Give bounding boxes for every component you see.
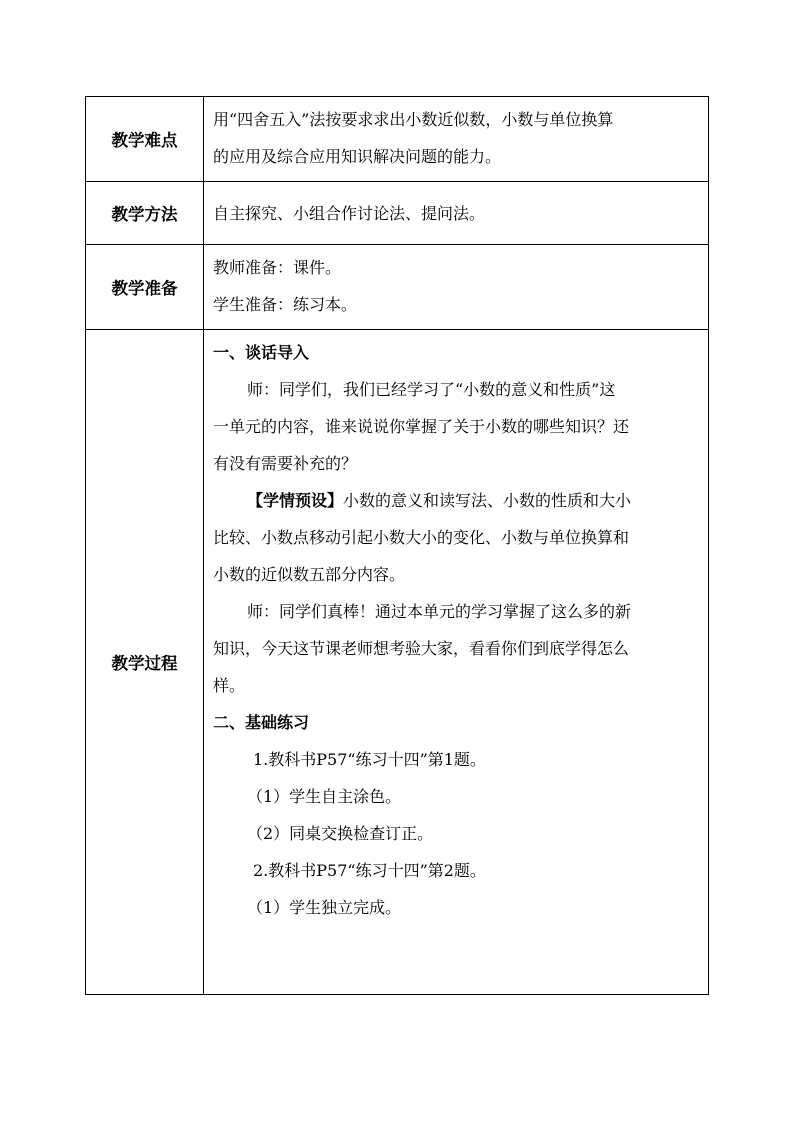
paragraph-line: 师：同学们，我们已经学习了“小数的意义和性质”这 <box>247 380 616 399</box>
lesson-plan-table <box>85 96 709 995</box>
paragraph-line <box>213 482 702 519</box>
text-line: 教师准备：课件。 <box>213 258 342 277</box>
row-content <box>204 182 709 244</box>
row-label: 教学难点 <box>86 97 204 181</box>
text-line: 自主探究、小组合作讨论法、提问法。 <box>213 203 486 223</box>
text-line: 的应用及综合应用知识解决问题的能力。 <box>213 147 502 166</box>
paragraph-line: 小数的近似数五部分内容。 <box>213 565 406 584</box>
row-label: 教学准备 <box>86 245 204 329</box>
text-line: 学生准备：练习本。 <box>213 295 358 314</box>
preset-tag: 【学情预设】 <box>247 491 344 510</box>
exercise-item: （1）学生独立完成。 <box>247 898 402 917</box>
paragraph-line: 比较、小数点移动引起小数大小的变化、小数与单位换算和 <box>213 528 630 547</box>
paragraph-line: 一单元的内容，谁来说说你掌握了关于小数的哪些知识？还 <box>213 417 630 436</box>
paragraph-line: 知识，今天这节课老师想考验大家，看看你们到底学得怎么 <box>213 639 630 658</box>
row-label: 教学过程 <box>86 330 204 994</box>
paragraph-line: 师：同学们真棒！通过本单元的学习掌握了这么多的新 <box>247 602 632 621</box>
section-title: 二、基础练习 <box>213 713 310 732</box>
section-title: 一、谈话导入 <box>213 343 310 362</box>
exercise-item: 2.教科书P57“练习十四”第2题。 <box>253 861 486 880</box>
exercise-item: 1.教科书P57“练习十四”第1题。 <box>253 750 486 769</box>
row-teaching-preparation <box>86 245 709 330</box>
row-teaching-process <box>86 330 709 995</box>
row-teaching-difficulty <box>86 97 709 182</box>
exercise-item: （1）学生自主涂色。 <box>247 787 402 806</box>
text-line: 用“四舍五入”法按要求求出小数近似数，小数与单位换算 <box>213 110 614 129</box>
row-content <box>204 245 709 329</box>
row-label: 教学方法 <box>86 182 204 244</box>
row-teaching-method <box>86 182 709 245</box>
row-content <box>204 97 709 181</box>
paragraph-line: 有没有需要补充的？ <box>213 454 358 473</box>
paragraph-line: 样。 <box>213 676 246 695</box>
exercise-item: （2）同桌交换检查订正。 <box>247 824 434 843</box>
preset-text: 小数的意义和读写法、小数的性质和大小 <box>343 491 632 510</box>
row-content <box>204 330 709 994</box>
